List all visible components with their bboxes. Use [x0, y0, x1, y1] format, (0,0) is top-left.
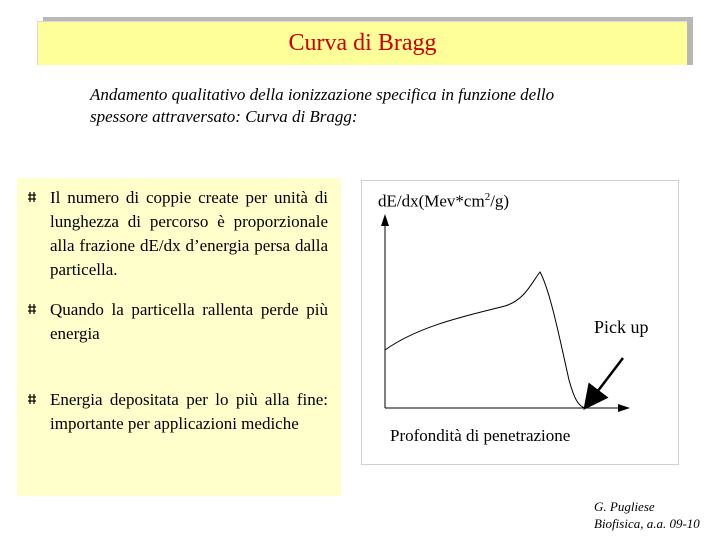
peak-label: Pick up: [594, 317, 649, 337]
y-axis-label-end: /g): [490, 191, 510, 211]
y-axis-label-body: E/dx(Mev*cm: [386, 191, 485, 211]
y-axis-label-exponent: 2: [484, 191, 491, 203]
y-axis-label: [378, 191, 509, 212]
bragg-curve: [385, 272, 585, 408]
x-axis-label: Profondità di penetrazione: [390, 426, 571, 445]
bullet-text: Il numero di coppie create per unità di lunghezza di percorso è proporzionale alla frazione dE/dx d’energia persa dalla particella.: [50, 188, 328, 279]
bullet-text: Energia depositata per lo più alla fine: importante per applicazioni mediche: [50, 390, 328, 433]
credit-course: Biofisica, a.a. 09-10: [594, 516, 700, 531]
page-title: Curva di Bragg: [288, 30, 437, 56]
x-axis-arrowhead-icon: [618, 404, 630, 412]
subtitle-line-1: Andamento qualitativo della ionizzazione specifica in funzione dello: [90, 85, 555, 104]
credit: [594, 498, 700, 532]
y-axis-arrowhead-icon: [381, 214, 389, 226]
subtitle-line-2: spessore attraversato: Curva di Bragg:: [90, 107, 358, 126]
bullet-text: Quando la particella rallenta perde più energia: [50, 300, 328, 343]
credit-author: G. Pugliese: [594, 499, 655, 514]
y-axis-label-d: d: [378, 191, 387, 211]
pick-up-arrow-icon: [591, 358, 623, 400]
